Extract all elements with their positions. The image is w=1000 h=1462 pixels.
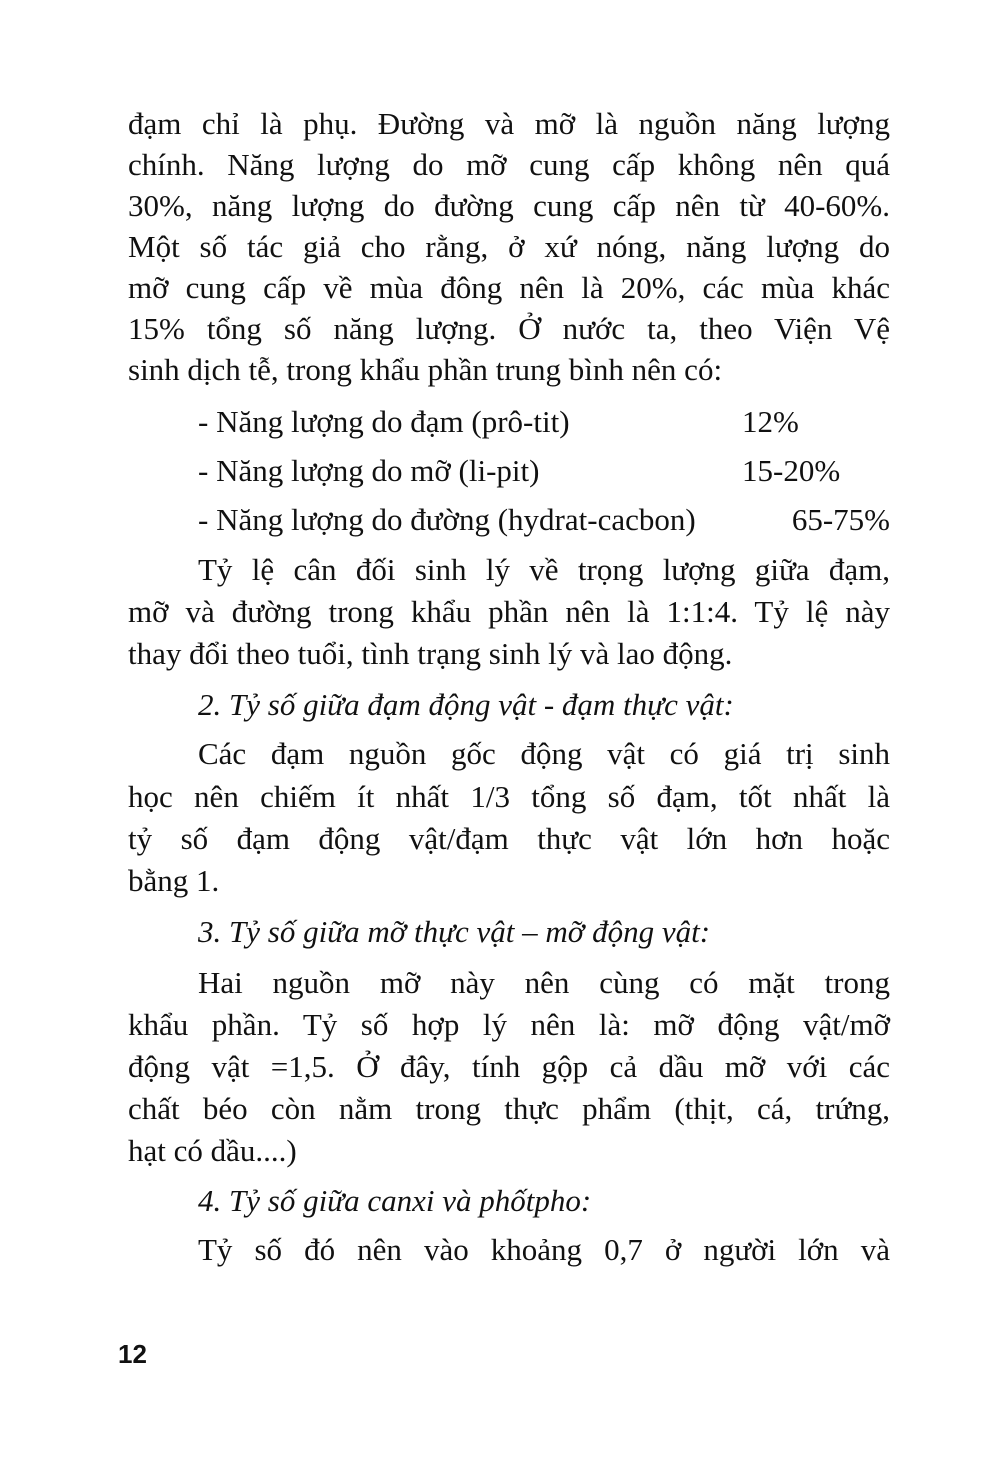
- section-4-heading: 4. Tỷ số giữa canxi và phốtpho:: [198, 1183, 592, 1218]
- paragraph-1-line-5: mỡ cung cấp về mùa đông nên là 20%, các mùa khác: [128, 270, 890, 305]
- section-3-line-4: chất béo còn nằm trong thực phẩm (thịt, cá, trứng,: [128, 1091, 890, 1126]
- energy-item-protein-value: 12%: [742, 404, 799, 439]
- section-3-heading: 3. Tỷ số giữa mỡ thực vật – mỡ động vật:: [198, 914, 711, 949]
- paragraph-2-line-1: Tỷ lệ cân đối sinh lý về trọng lượng giữa đạm,: [198, 552, 890, 587]
- paragraph-2-line-3: thay đổi theo tuổi, tình trạng sinh lý và lao động.: [128, 636, 733, 671]
- section-2-line-4: bằng 1.: [128, 863, 220, 898]
- section-2-line-2: học nên chiếm ít nhất 1/3 tổng số đạm, tốt nhất là: [128, 779, 890, 814]
- energy-item-carb-label: - Năng lượng do đường (hydrat-cacbon): [198, 502, 696, 537]
- paragraph-1-line-7: sinh dịch tễ, trong khẩu phần trung bình nên có:: [128, 352, 723, 387]
- section-2-line-1: Các đạm nguồn gốc động vật có giá trị sinh: [198, 736, 890, 771]
- energy-item-lipid-label: - Năng lượng do mỡ (li-pit): [198, 453, 540, 488]
- section-3-line-3: động vật =1,5. Ở đây, tính gộp cả dầu mỡ với các: [128, 1049, 890, 1084]
- paragraph-2-line-2: mỡ và đường trong khẩu phần nên là 1:1:4. Tỷ lệ này: [128, 594, 890, 629]
- energy-item-lipid-value: 15-20%: [742, 453, 841, 488]
- energy-item-protein-label: - Năng lượng do đạm (prô-tit): [198, 404, 570, 439]
- page-number: 12: [118, 1339, 147, 1369]
- section-4-line-1: Tỷ số đó nên vào khoảng 0,7 ở người lớn và: [198, 1232, 890, 1267]
- section-2-heading: 2. Tỷ số giữa đạm động vật - đạm thực vật:: [198, 687, 734, 722]
- paragraph-1-line-1: đạm chỉ là phụ. Đường và mỡ là nguồn năng lượng: [128, 106, 890, 141]
- paragraph-1-line-2: chính. Năng lượng do mỡ cung cấp không nên quá: [128, 147, 890, 182]
- energy-item-carb-value: 65-75%: [791, 502, 890, 537]
- paragraph-1-line-4: Một số tác giả cho rằng, ở xứ nóng, năng lượng do: [128, 229, 890, 264]
- section-3-line-5: hạt có dầu....): [128, 1133, 297, 1168]
- section-2-line-3: tỷ số đạm động vật/đạm thực vật lớn hơn hoặc: [128, 821, 890, 856]
- section-3-line-1: Hai nguồn mỡ này nên cùng có mặt trong: [198, 965, 890, 1000]
- paragraph-1-line-6: 15% tổng số năng lượng. Ở nước ta, theo Viện Vệ: [128, 311, 890, 346]
- paragraph-1-line-3: 30%, năng lượng do đường cung cấp nên từ 40-60%.: [128, 188, 890, 223]
- section-3-line-2: khẩu phần. Tỷ số hợp lý nên là: mỡ động vật/mỡ: [128, 1007, 890, 1042]
